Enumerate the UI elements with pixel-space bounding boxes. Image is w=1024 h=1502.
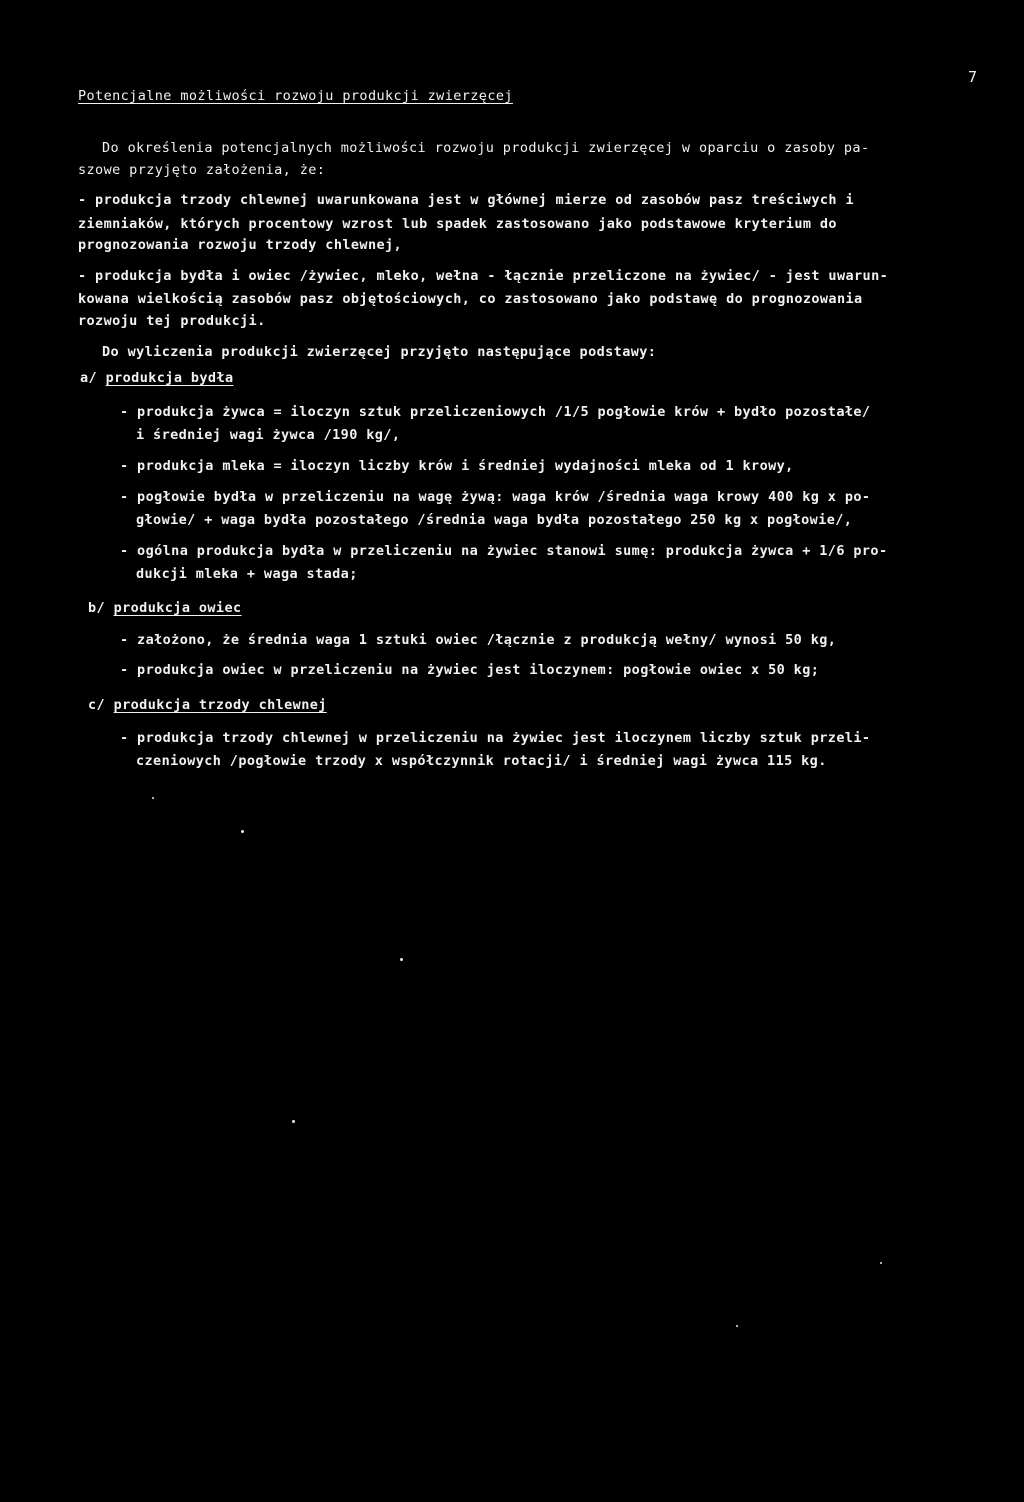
section-c-marker: c/ xyxy=(88,697,106,713)
section-b-header xyxy=(88,600,242,616)
basis-intro: Do wyliczenia produkcji zwierzęcej przyjęto następujące podstawy: xyxy=(102,344,657,360)
section-c-item-1-line-2: czeniowych /pogłowie trzody x współczynnik rotacji/ i średniej wagi żywca 115 kg. xyxy=(136,753,827,769)
section-b-marker: b/ xyxy=(88,600,106,616)
assumption-2-line-3: rozwoju tej produkcji. xyxy=(78,313,266,329)
section-c-title: produkcja trzody chlewnej xyxy=(113,697,327,713)
section-a-title: produkcja bydła xyxy=(105,370,234,386)
section-c-item-1-line-1: - produkcja trzody chlewnej w przeliczeniu na żywiec jest iloczynem liczby sztuk przeli- xyxy=(120,730,871,746)
section-a-item-2-line-1: - produkcja mleka = iloczyn liczby krów i średniej wydajności mleka od 1 krowy, xyxy=(120,458,794,474)
scan-speck xyxy=(292,1120,295,1123)
section-a-item-1-line-2: i średniej wagi żywca /190 kg/, xyxy=(136,427,401,443)
assumption-1-line-3: prognozowania rozwoju trzody chlewnej, xyxy=(78,237,403,253)
section-b-item-1-line-1: - założono, że średnia waga 1 sztuki owiec /łącznie z produkcją wełny/ wynosi 50 kg, xyxy=(120,632,837,648)
section-a-item-3-line-1: - pogłowie bydła w przeliczeniu na wagę żywą: waga krów /średnia waga krowy 400 kg x po- xyxy=(120,489,871,505)
scan-speck xyxy=(241,830,244,833)
scan-speck xyxy=(152,797,154,799)
assumption-1-line-1: - produkcja trzody chlewnej uwarunkowana jest w głównej mierze od zasobów pasz treściwych i xyxy=(78,192,855,208)
section-a-item-4-line-2: dukcji mleka + waga stada; xyxy=(136,566,358,582)
scan-speck xyxy=(880,1262,882,1264)
section-b-title: produkcja owiec xyxy=(113,600,242,616)
page-number: 7 xyxy=(968,68,978,86)
scan-speck xyxy=(736,1325,738,1327)
section-a-item-4-line-1: - ogólna produkcja bydła w przeliczeniu na żywiec stanowi sumę: produkcja żywca + 1/6 pro- xyxy=(120,543,888,559)
assumption-2-line-2: kowana wielkością zasobów pasz objętościowych, co zastosowano jako podstawę do prognozowania xyxy=(78,291,863,307)
section-b-item-2-line-1: - produkcja owiec w przeliczeniu na żywiec jest iloczynem: pogłowie owiec x 50 kg; xyxy=(120,662,820,678)
assumption-2-line-1: - produkcja bydła i owiec /żywiec, mleko, wełna - łącznie przeliczone na żywiec/ - jest uwarun- xyxy=(78,268,889,284)
section-a-header xyxy=(80,370,234,386)
section-a-marker: a/ xyxy=(80,370,98,386)
section-c-header xyxy=(88,697,327,713)
intro-line-1: Do określenia potencjalnych możliwości rozwoju produkcji zwierzęcej w oparciu o zasoby pa- xyxy=(102,140,870,156)
assumption-1-line-2: ziemniaków, których procentowy wzrost lub spadek zastosowano jako podstawowe kryterium do xyxy=(78,216,837,232)
section-heading: Potencjalne możliwości rozwoju produkcji zwierzęcej xyxy=(78,88,513,104)
section-a-item-3-line-2: głowie/ + waga bydła pozostałego /średnia waga bydła pozostałego 250 kg x pogłowie/, xyxy=(136,512,853,528)
section-a-item-1-line-1: - produkcja żywca = iloczyn sztuk przeliczeniowych /1/5 pogłowie krów + bydło pozostałe/ xyxy=(120,404,871,420)
intro-line-2: szowe przyjęto założenia, że: xyxy=(78,162,326,178)
scan-speck xyxy=(400,958,403,961)
